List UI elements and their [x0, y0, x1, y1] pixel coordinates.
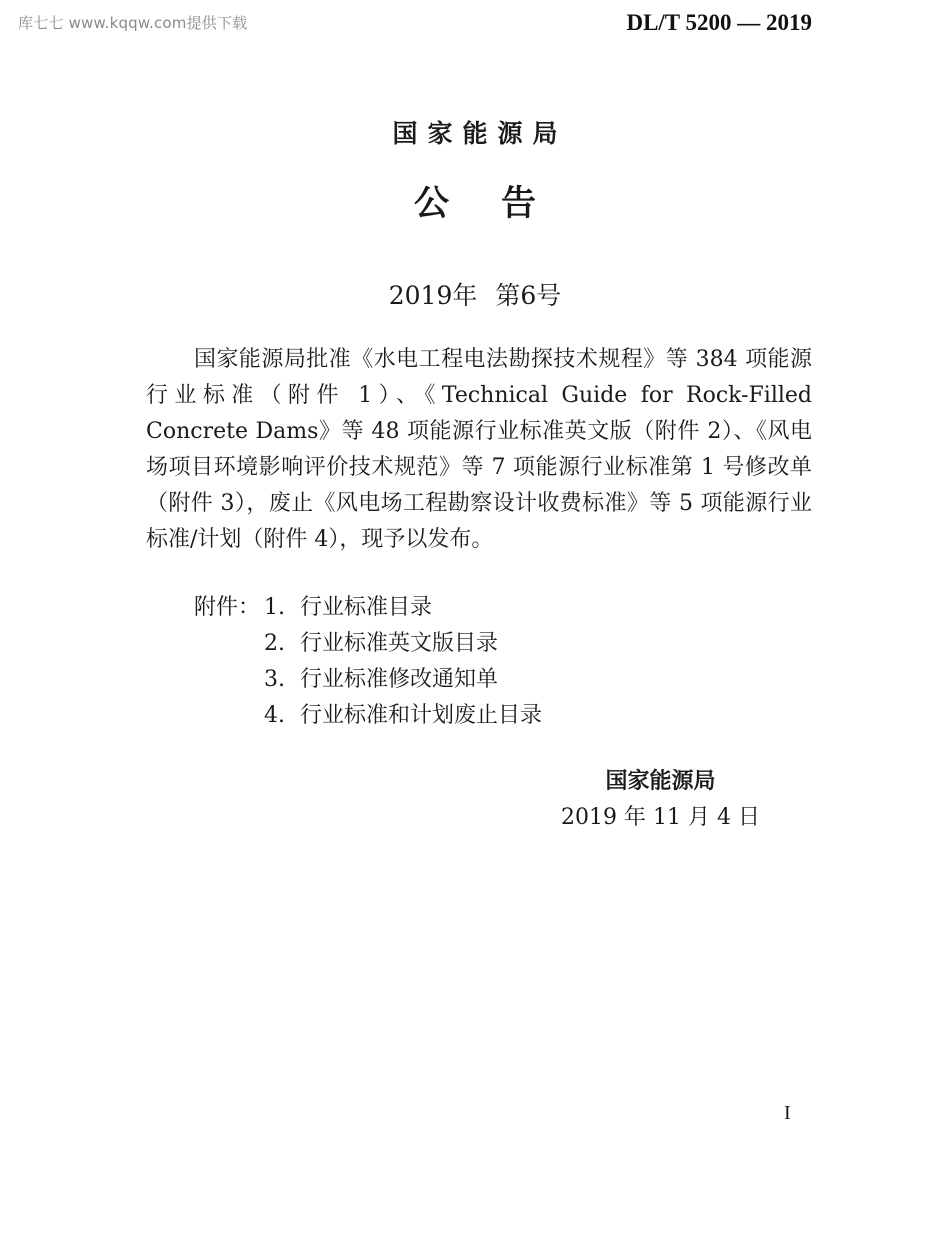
document-type-title: 公告 — [413, 184, 588, 224]
attachment-number: 1. — [264, 595, 285, 620]
issuer-title: 国家能源局 — [392, 119, 568, 148]
attachment-item — [194, 698, 542, 734]
standard-code: DL/T 5200 — 2019 — [626, 10, 812, 35]
attachment-item — [194, 590, 542, 626]
signature-block — [561, 764, 760, 836]
attachment-title: 行业标准英文版目录 — [300, 631, 499, 656]
attachment-item — [194, 626, 542, 662]
attachment-number: 2. — [264, 631, 285, 656]
page-number: I — [784, 1102, 791, 1124]
signature-organization: 国家能源局 — [605, 769, 716, 794]
attachment-title: 行业标准和计划废止目录 — [300, 703, 543, 728]
attachment-number: 3. — [264, 667, 285, 692]
attachments-label: 附件： — [194, 595, 261, 620]
attachment-item — [194, 662, 542, 698]
attachment-title: 行业标准修改通知单 — [300, 667, 499, 692]
attachments-list — [194, 590, 542, 734]
signature-date: 2019 年 11 月 4 日 — [561, 805, 760, 830]
announcement-body: 国家能源局批准《水电工程电法勘探技术规程》等 384 项能源行业标准（附件 1）、《Technical Guide for Rock-Filled Concrete Dams》等 48 项能源行业标准英文版（附件 2）、《风电场项目环境影响评价技术规范》等 7 项能源行业标准第 1 号修改单（附件 3），废止《风电场工程勘察设计收费标准》等 5 项能源行业标准/计划（附件 4），现予以发布。 — [146, 347, 812, 552]
attachment-number: 4. — [264, 703, 285, 728]
issue-number: 2019年 第6号 — [388, 281, 562, 310]
watermark-text: 库七七 www.kqqw.com提供下载 — [18, 14, 248, 32]
attachment-title: 行业标准目录 — [300, 595, 433, 620]
